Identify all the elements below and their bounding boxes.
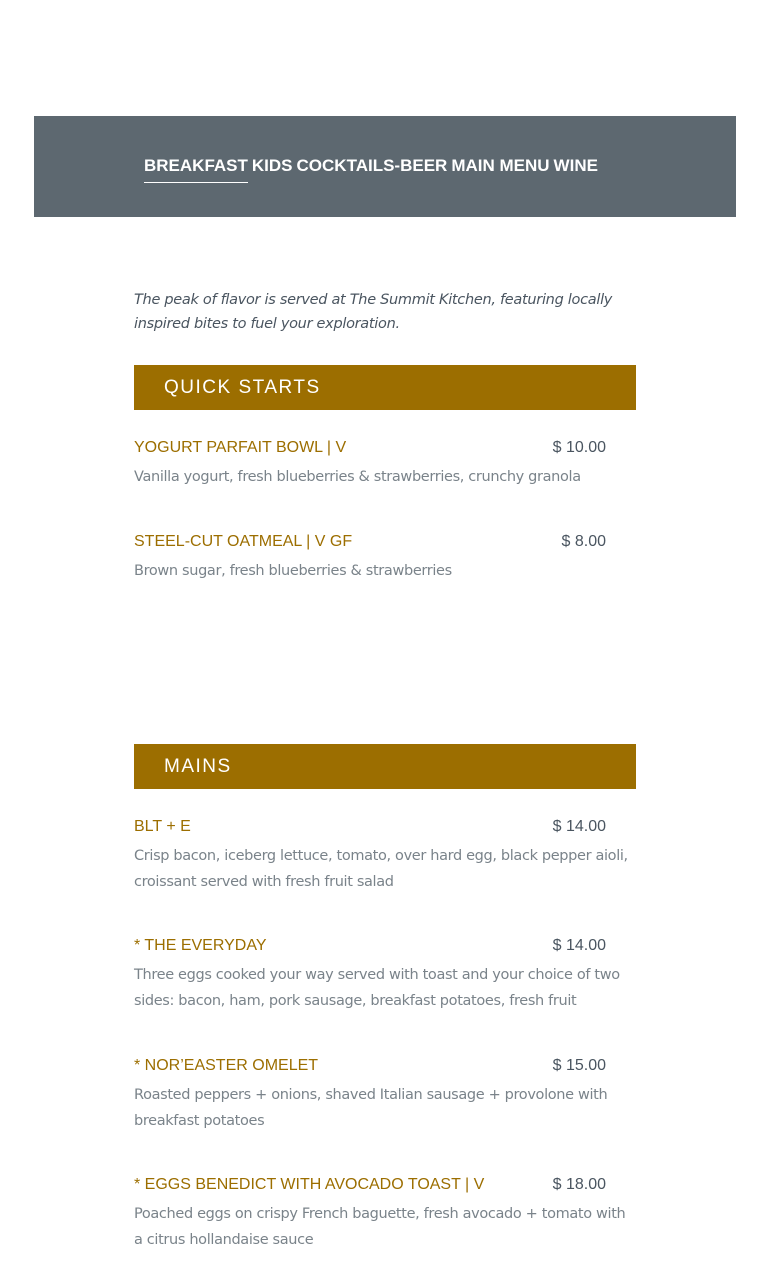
tab-cocktails-beer[interactable]: COCKTAILS-BEER (296, 156, 448, 175)
menu-item (134, 439, 636, 490)
item-name: STEEL-CUT OATMEAL | V GF (134, 533, 353, 550)
intro-text: The peak of flavor is served at The Summit Kitchen, featuring locally inspired bites to fuel your exploration. (134, 292, 613, 332)
item-description: Crisp bacon, iceberg lettuce, tomato, over hard egg, black pepper aioli, croissant served with fresh fruit salad (134, 848, 628, 890)
menu-item (134, 533, 636, 584)
menu-tabs (144, 156, 602, 183)
item-price: $ 10.00 (552, 439, 606, 456)
item-price: $ 14.00 (552, 937, 606, 954)
item-price: $ 15.00 (552, 1057, 606, 1074)
item-price: $ 8.00 (561, 533, 606, 550)
item-name: * EGGS BENEDICT WITH AVOCADO TOAST | V (134, 1176, 485, 1193)
item-name: * NOR’EASTER OMELET (134, 1057, 319, 1074)
menu-item (134, 1176, 636, 1253)
item-description: Three eggs cooked your way served with toast and your choice of two sides: bacon, ham, pork sausage, breakfast potatoes, fresh fruit (134, 967, 620, 1009)
menu-item (134, 818, 636, 895)
menu-item (134, 937, 636, 1014)
intro-block (134, 288, 636, 336)
section-header-mains: MAINS (134, 744, 636, 789)
menu-navbar (34, 116, 736, 217)
item-price: $ 14.00 (552, 818, 606, 835)
item-name: YOGURT PARFAIT BOWL | V (134, 439, 347, 456)
item-description: Vanilla yogurt, fresh blueberries & strawberries, crunchy granola (134, 469, 581, 485)
tab-main-menu[interactable]: MAIN MENU (451, 156, 550, 175)
tab-kids[interactable]: KIDS (251, 156, 293, 175)
tab-breakfast[interactable]: BREAKFAST (144, 156, 248, 183)
item-description: Roasted peppers + onions, shaved Italian sausage + provolone with breakfast potatoes (134, 1087, 608, 1129)
menu-item (134, 1057, 636, 1134)
item-price: $ 18.00 (552, 1176, 606, 1193)
section-header-quick-starts: QUICK STARTS (134, 365, 636, 410)
item-description: Brown sugar, fresh blueberries & strawberries (134, 563, 452, 579)
item-name: * THE EVERYDAY (134, 937, 267, 954)
tab-wine[interactable]: WINE (553, 156, 598, 175)
item-description: Poached eggs on crispy French baguette, fresh avocado + tomato with a citrus hollandaise sauce (134, 1206, 626, 1248)
item-name: BLT + E (134, 818, 191, 835)
